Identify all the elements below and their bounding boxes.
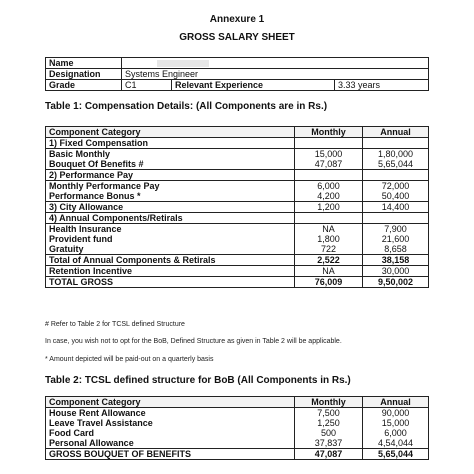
footnote-quarterly: * Amount depicted will be paid-out on a quarterly basis <box>45 356 214 363</box>
row-monthly: 7,500 <box>295 408 363 419</box>
table-row <box>46 266 429 277</box>
row-monthly: 4,200 <box>295 191 363 202</box>
row-monthly <box>295 170 363 181</box>
row-annual: 14,400 <box>363 202 429 213</box>
row-annual: 15,000 <box>363 418 429 428</box>
table-row <box>46 408 429 419</box>
info-row-name <box>46 58 429 69</box>
table-row-group <box>46 170 429 181</box>
table-row <box>46 159 429 170</box>
info-row-grade <box>46 80 429 91</box>
row-annual: 38,158 <box>363 255 429 266</box>
table-row <box>46 149 429 160</box>
row-monthly: 500 <box>295 428 363 438</box>
column-header-category: Component Category <box>46 127 295 138</box>
table-row-subtotal <box>46 255 429 266</box>
row-monthly: 15,000 <box>295 149 363 160</box>
row-annual: 30,000 <box>363 266 429 277</box>
row-annual <box>363 170 429 181</box>
row-label: Health Insurance <box>46 224 295 235</box>
row-label: Retention Incentive <box>46 266 295 277</box>
row-monthly: 1,200 <box>295 202 363 213</box>
row-label: 2) Performance Pay <box>46 170 295 181</box>
table-row-group <box>46 138 429 149</box>
experience-label: Relevant Experience <box>172 80 335 91</box>
row-annual: 1,80,000 <box>363 149 429 160</box>
row-monthly <box>295 213 363 224</box>
row-monthly: 37,837 <box>295 438 363 449</box>
table-row-group <box>46 213 429 224</box>
row-annual <box>363 213 429 224</box>
row-annual <box>363 138 429 149</box>
row-annual: 21,600 <box>363 234 429 244</box>
row-label: Monthly Performance Pay <box>46 181 295 192</box>
row-monthly: 1,250 <box>295 418 363 428</box>
table2-heading: Table 2: TCSL defined structure for BoB (All Components in Rs.) <box>45 375 351 386</box>
row-label: TOTAL GROSS <box>46 277 295 288</box>
row-label: Food Card <box>46 428 295 438</box>
table-row-total <box>46 449 429 460</box>
table-row <box>46 191 429 202</box>
bob-structure-table <box>45 396 429 460</box>
row-label: Personal Allowance <box>46 438 295 449</box>
compensation-table <box>45 126 429 288</box>
grade-value: C1 <box>122 80 172 91</box>
row-monthly: 47,087 <box>295 159 363 170</box>
row-annual: 7,900 <box>363 224 429 235</box>
row-monthly: 47,087 <box>295 449 363 460</box>
row-monthly: 6,000 <box>295 181 363 192</box>
row-monthly: 2,522 <box>295 255 363 266</box>
grade-label: Grade <box>46 80 122 91</box>
row-label: Gratuity <box>46 244 295 255</box>
row-monthly: 76,009 <box>295 277 363 288</box>
row-label: Provident fund <box>46 234 295 244</box>
name-value-redacted <box>122 58 429 69</box>
column-header-monthly: Monthly <box>295 127 363 138</box>
row-annual: 72,000 <box>363 181 429 192</box>
annexure-label: Annexure 1 <box>209 14 265 25</box>
column-header-annual: Annual <box>363 127 429 138</box>
table-row <box>46 428 429 438</box>
row-annual: 9,50,002 <box>363 277 429 288</box>
table-row <box>46 181 429 192</box>
row-label: Bouquet Of Benefits # <box>46 159 295 170</box>
row-annual: 8,658 <box>363 244 429 255</box>
experience-value: 3.33 years <box>335 80 429 91</box>
employee-info-table <box>45 57 429 91</box>
row-monthly: NA <box>295 224 363 235</box>
row-annual: 50,400 <box>363 191 429 202</box>
table-row <box>46 244 429 255</box>
row-label: Leave Travel Assistance <box>46 418 295 428</box>
page-title: GROSS SALARY SHEET <box>179 32 295 43</box>
table-row-total <box>46 277 429 288</box>
table-row-group <box>46 202 429 213</box>
column-header-annual: Annual <box>363 397 429 408</box>
row-annual: 4,54,044 <box>363 438 429 449</box>
row-annual: 5,65,044 <box>363 449 429 460</box>
row-label: House Rent Allowance <box>46 408 295 419</box>
row-label: GROSS BOUQUET OF BENEFITS <box>46 449 295 460</box>
column-header-monthly: Monthly <box>295 397 363 408</box>
redaction-block <box>157 60 209 67</box>
row-annual: 5,65,044 <box>363 159 429 170</box>
row-label: 4) Annual Components/Retirals <box>46 213 295 224</box>
footnote-bob: # Refer to Table 2 for TCSL defined Structure <box>45 321 185 328</box>
row-monthly: NA <box>295 266 363 277</box>
row-monthly: 1,800 <box>295 234 363 244</box>
table-row <box>46 234 429 244</box>
table1-heading: Table 1: Compensation Details: (All Components are in Rs.) <box>45 101 328 112</box>
row-annual: 90,000 <box>363 408 429 419</box>
name-label: Name <box>46 58 122 69</box>
table-header-row <box>46 127 429 138</box>
row-label: Performance Bonus * <box>46 191 295 202</box>
column-header-category: Component Category <box>46 397 295 408</box>
row-label: Total of Annual Components & Retirals <box>46 255 295 266</box>
row-label: 1) Fixed Compensation <box>46 138 295 149</box>
info-row-designation <box>46 69 429 80</box>
row-label: Basic Monthly <box>46 149 295 160</box>
footnote-defined-structure: In case, you wish not to opt for the BoB, Defined Structure as given in Table 2 will be applicable. <box>45 338 342 345</box>
table-row <box>46 418 429 428</box>
table-row <box>46 438 429 449</box>
designation-value: Systems Engineer <box>122 69 429 80</box>
table-row <box>46 224 429 235</box>
designation-label: Designation <box>46 69 122 80</box>
row-monthly: 722 <box>295 244 363 255</box>
row-monthly <box>295 138 363 149</box>
row-annual: 6,000 <box>363 428 429 438</box>
table-header-row <box>46 397 429 408</box>
row-label: 3) City Allowance <box>46 202 295 213</box>
